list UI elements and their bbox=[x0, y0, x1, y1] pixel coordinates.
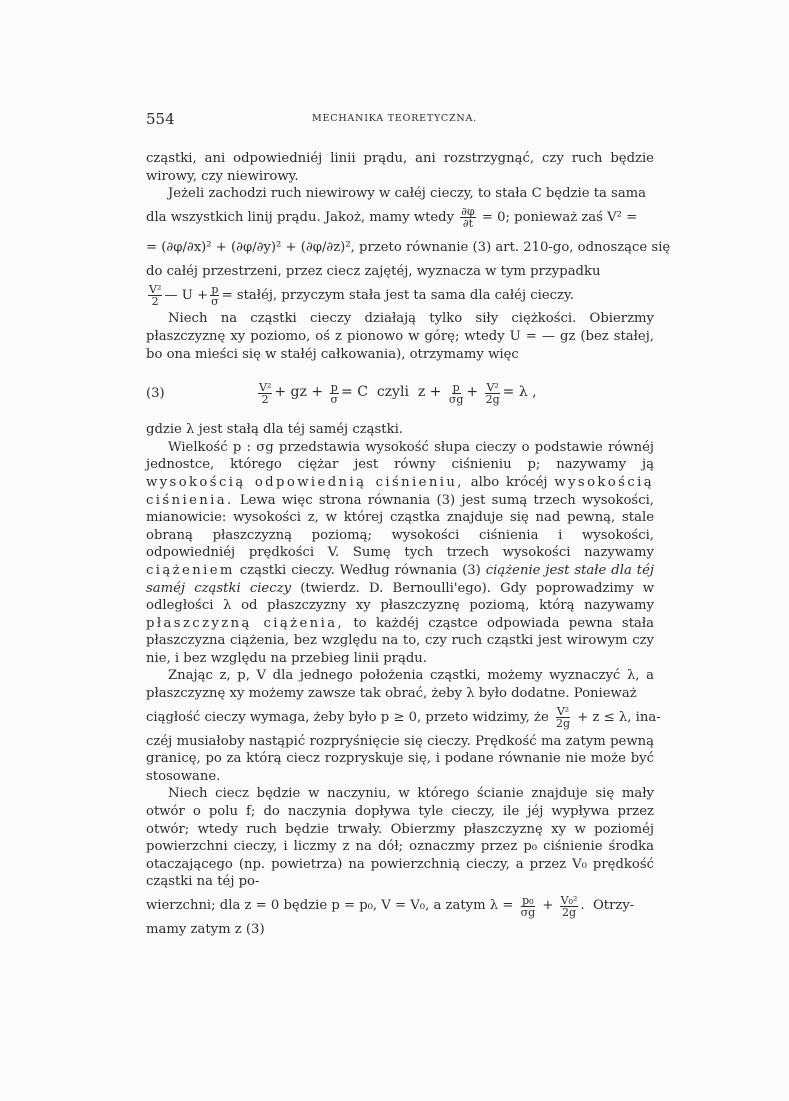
paragraph-2-line-2: dla wszystkich linij prądu. Jakoż, mamy wtedy $\frac{\partial\varphi}{\partial t}$ = 0; ponieważ zaś V² = bbox=[146, 205, 638, 231]
equation-label: (3) bbox=[146, 386, 165, 402]
page-number: 554 bbox=[146, 110, 175, 128]
paragraph-7-line-3: mamy zatym z (3) bbox=[146, 922, 265, 937]
paragraph-2-line-5: $\frac{\text{V²}}{2}$ — U + $\frac{p}{\sigma}$ = stałéj, przyczym stała jest ta sama dla całéj cieczy. bbox=[149, 282, 574, 308]
paragraph-1: cząstki, ani odpowiedniéj linii prądu, ani rozstrzygnąć, czy ruch będzie wirowy, czy niewirowy. bbox=[146, 151, 654, 184]
paragraph-5: Wielkość p : σg przedstawia wysokość słupa cieczy o podstawie równéj jednostce, którego ciężar jest równy ciśnieniu p; nazywamy ją wysokością odpowiednią ciśnieniu, albo krócéj wysokością ciśnienia. Lewa więc strona równania (3) jest sumą trzech wysokości, mianowicie: wysokości z, w której cząstka znajduje się nad pewną, stale obraną płaszczyzną poziomą; wysokości ciśnienia i wysokości, odpowiedniéj prędkości V. Sumę tych trzech wysokości nazywamy ciążeniem cząstki cieczy. Według równania (3) ciążenie jest stałe dla téj saméj cząstki cieczy (twierdz. D. Bernoulli'ego). Gdy poprowadzimy w odległości λ od płaszczyzny xy płaszczyznę poziomą, którą nazywamy płaszczyzną ciążenia, to każdéj cząstce odpowiada pewna stała płaszczyzna ciążenia, bez względu na to, czy ruch cząstki jest wirowym czy nie, i bez względu na przebieg linii prądu. bbox=[146, 439, 654, 666]
paragraph-2-line-3: = (∂φ/∂x)² + (∂φ/∂y)² + (∂φ/∂z)², przeto równanie (3) art. 210-go, odnoszące się bbox=[146, 239, 671, 255]
paragraph-2-line-1: Jeżeli zachodzi ruch niewirowy w całéj cieczy, to stała C będzie ta sama bbox=[168, 186, 647, 202]
fraction-p-sigma: $\frac{p}{\sigma}$ bbox=[211, 282, 219, 308]
paragraph-6-line-3: czéj musiałoby nastąpić rozpryśnięcie się cieczy. Prędkość ma zatym pewną granicę, po za którą ciecz rozpryskuje się, i podane równanie nie może być stosowane. bbox=[146, 733, 654, 784]
running-head: MECHANIKA TEORETYCZNA. bbox=[312, 113, 477, 124]
paragraph-6-line-2: ciągłość cieczy wymaga, żeby było p ≥ 0, przeto widzimy, że $\frac{\text{V²}}{2g}$ + z ≤ λ, ina- bbox=[146, 705, 661, 731]
velocity-squared-expression: = (∂φ/∂x)² + (∂φ/∂y)² + (∂φ/∂z)², bbox=[146, 239, 355, 255]
fraction-dphi-dt: $\frac{\partial\varphi}{\partial t}$ bbox=[461, 205, 475, 231]
equation-3-expression: $\frac{\text{V²}}{2}$ + gz + $\frac{p}{\sigma}$ = C czyli z + $\frac{p}{\sigma g}$ + $\frac{\text{V²}}{2g}$ = λ , bbox=[259, 380, 537, 406]
paragraph-3: Niech na cząstki cieczy działają tylko siły ciężkości. Obierzmy płaszczyznę xy poziomo, oś z pionowo w górę; wtedy U = — gz (bez stałej, bo ona mieści się w stałéj całkowania), otrzymamy więc bbox=[146, 311, 654, 362]
paragraph-7: Niech ciecz będzie w naczyniu, w którego ścianie znajduje się mały otwór o polu f; do naczynia dopływa tyle cieczy, ile jéj wypływa przez otwór; wtedy ruch będzie trwały. Obierzmy płaszczyznę xy w pozioméj powierzchni cieczy, i liczmy z na dół; oznaczmy przez p₀ ciśnienie środka otaczającego (np. powietrza) na powierzchnią cieczy, a przez V₀ prędkość cząstki na téj po- bbox=[146, 786, 654, 890]
fraction-v2-2: $\frac{\text{V²}}{2}$ bbox=[149, 282, 162, 308]
paragraph-2-line-4: do całéj przestrzeni, przez ciecz zajętéj, wyznacza w tym przypadku bbox=[146, 263, 601, 279]
text-body bbox=[146, 150, 671, 939]
page-header bbox=[146, 110, 654, 130]
paragraph-7-line-2: wierzchni; dla z = 0 będzie p = p₀, V = V₀, a zatym λ = $\frac{\text{p₀}}{\sigma g}$ + $\frac{\text{V₀²}}{2g}$ . Otrzy- bbox=[146, 893, 635, 919]
paragraph-6-line-1: Znając z, p, V dla jednego położenia cząstki, możemy wyznaczyć λ, a płaszczyznę xy możemy zawsze tak obrać, żeby λ było dodatne. Ponieważ bbox=[146, 668, 654, 702]
paragraph-4: gdzie λ jest stałą dla téj saméj cząstki. bbox=[146, 422, 403, 438]
equation-3 bbox=[146, 373, 654, 413]
